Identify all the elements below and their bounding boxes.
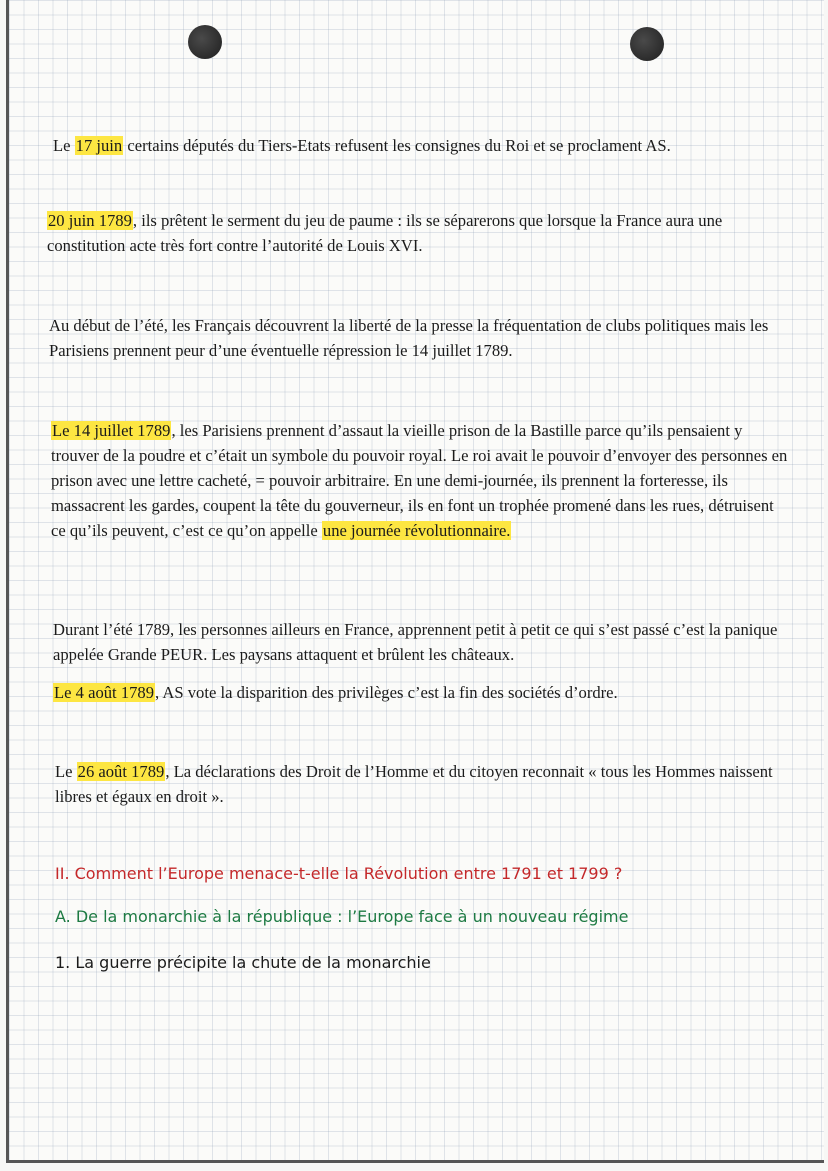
paragraph-4-aout	[53, 680, 793, 705]
text: , ils prêtent le serment du jeu de paume : ils se séparerons que lorsque la France aura une constitution acte très fort contre l’autorité de Louis XVI.	[47, 211, 723, 255]
highlighted-date: Le 4 août 1789	[54, 683, 155, 702]
punch-hole-right	[630, 27, 664, 61]
section-heading-a: A. De la monarchie à la république : l’Europe face à un nouveau régime	[55, 907, 629, 926]
notebook-page	[6, 0, 824, 1163]
paragraph-17-juin	[53, 133, 793, 158]
paragraph-14-juillet	[51, 418, 791, 543]
highlighted-date: 26 août 1789	[77, 762, 165, 781]
text: , AS vote la disparition des privilèges c’est la fin des sociétés d’ordre.	[155, 683, 618, 702]
text: , La déclarations des Droit de l’Homme et du citoyen reconnait « tous les Hommes naissent libres et égaux en droit ».	[55, 762, 773, 806]
paragraph-26-aout	[55, 759, 795, 809]
highlighted-date: 20 juin 1789	[48, 211, 132, 230]
paragraph-grande-peur: Durant l’été 1789, les personnes ailleurs en France, apprennent petit à petit ce qui s’est passé c’est la panique appelée Grande PEUR. Les paysans attaquent et brûlent les châteaux.	[53, 620, 778, 664]
highlighted-term: une journée révolutionnaire.	[322, 521, 511, 540]
highlighted-date: Le 14 juillet 1789	[52, 421, 171, 440]
text: , les Parisiens prennent d’assaut la vieille prison de la Bastille parce qu’ils pensaient y trouver de la poudre et c’était un symbole du pouvoir royal. Le roi avait le pouvoir d’envoyer des personnes en prison avec une lettre cacheté, = pouvoir arbitraire. En une demi-journée, ils prennent la forteresse, ils massacrent les gardes, coupent la tête du gouverneur, ils en font un trophée promené dans les rues, détruisent ce qu’ils peuvent, c’est ce qu’on appelle	[51, 421, 788, 540]
text: Le	[53, 136, 75, 155]
paragraph-20-juin	[47, 208, 787, 258]
section-heading-1: 1. La guerre précipite la chute de la monarchie	[55, 953, 431, 972]
punch-hole-left	[188, 25, 222, 59]
paragraph-debut-ete: Au début de l’été, les Français découvrent la liberté de la presse la fréquentation de clubs politiques mais les Parisiens prennent peur d’une éventuelle répression le 14 juillet 1789.	[49, 316, 769, 360]
highlighted-date: 17 juin	[75, 136, 123, 155]
text: Le	[55, 762, 77, 781]
text: certains députés du Tiers-Etats refusent les consignes du Roi et se proclament AS.	[123, 136, 671, 155]
section-heading-ii: II. Comment l’Europe menace-t-elle la Révolution entre 1791 et 1799 ?	[55, 864, 623, 883]
